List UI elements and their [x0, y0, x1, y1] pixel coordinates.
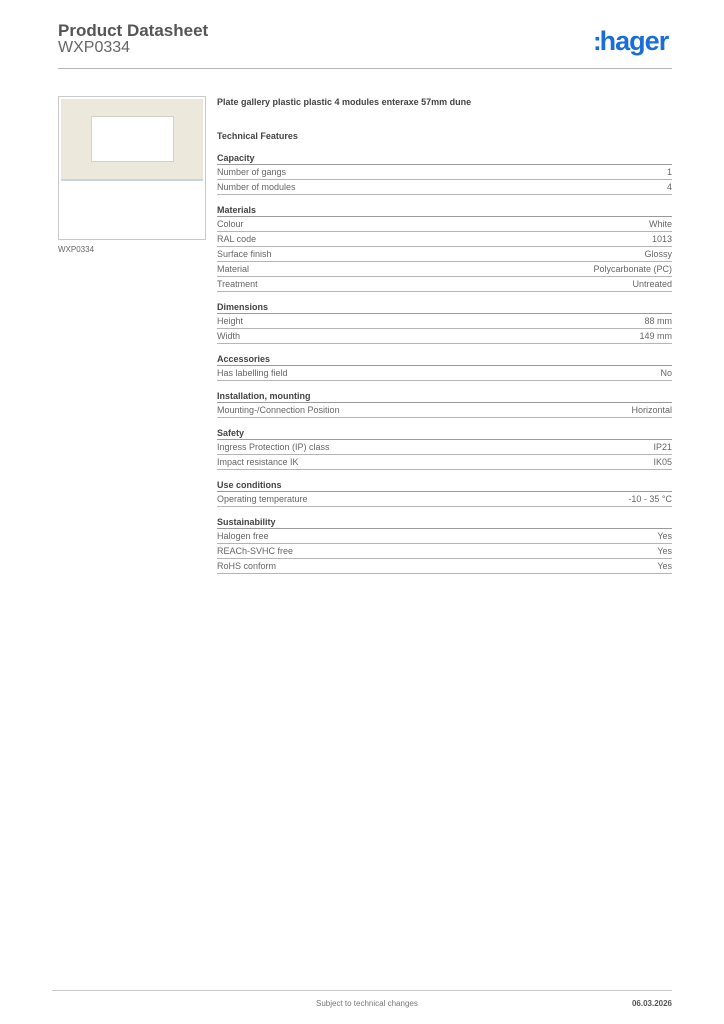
product-description: Plate gallery plastic plastic 4 modules enteraxe 57mm dune: [217, 97, 472, 107]
spec-row: [217, 544, 672, 559]
spec-value: Horizontal: [631, 405, 672, 415]
spec-value: Polycarbonate (PC): [593, 264, 672, 274]
spec-row: [217, 314, 672, 329]
spec-value: White: [648, 219, 672, 229]
section-title: Use conditions: [217, 479, 672, 492]
spec-row: [217, 559, 672, 574]
spec-row: [217, 165, 672, 180]
spec-label: Material: [217, 264, 250, 274]
spec-row: [217, 440, 672, 455]
spec-label: Width: [217, 331, 241, 341]
section-title: Sustainability: [217, 516, 672, 529]
logo-text: hager: [599, 26, 669, 56]
spec-label: Height: [217, 316, 244, 326]
spec-value: 4: [666, 182, 672, 192]
spec-value: 149 mm: [639, 331, 672, 341]
product-code: WXP0334: [58, 39, 131, 56]
spec-value: Glossy: [644, 249, 672, 259]
spec-section: [217, 390, 672, 418]
spec-section: [217, 479, 672, 507]
spec-row: [217, 232, 672, 247]
spec-label: Halogen free: [217, 531, 269, 541]
spec-label: Operating temperature: [217, 494, 308, 504]
spec-value: 1: [666, 167, 672, 177]
spec-section: [217, 427, 672, 470]
spec-row: [217, 277, 672, 292]
section-title: Capacity: [217, 152, 672, 165]
spec-row: [217, 492, 672, 507]
spec-row: [217, 455, 672, 470]
spec-section: [217, 301, 672, 344]
spec-value: Yes: [657, 546, 672, 556]
spec-label: Mounting-/Connection Position: [217, 405, 340, 415]
spec-row: [217, 366, 672, 381]
spec-value: IK05: [653, 457, 672, 467]
spec-row: [217, 247, 672, 262]
spec-label: Ingress Protection (IP) class: [217, 442, 330, 452]
spec-value: Yes: [657, 561, 672, 571]
hager-logo: [593, 28, 668, 55]
cover-plate-picture: [61, 99, 203, 181]
spec-row: [217, 180, 672, 195]
spec-label: Number of gangs: [217, 167, 287, 177]
product-image: [58, 96, 206, 240]
spec-value: 88 mm: [644, 316, 672, 326]
spec-row: [217, 262, 672, 277]
spec-section: [217, 353, 672, 381]
spec-value: 1013: [651, 234, 672, 244]
spec-column: [217, 96, 672, 574]
spec-label: REACh-SVHC free: [217, 546, 294, 556]
spec-value: Yes: [657, 531, 672, 541]
spec-row: [217, 403, 672, 418]
section-title: Dimensions: [217, 301, 672, 314]
spec-value: No: [660, 368, 672, 378]
spec-label: Treatment: [217, 279, 258, 289]
spec-label: Has labelling field: [217, 368, 288, 378]
logo-dots-icon: :: [593, 26, 600, 56]
spec-section: [217, 152, 672, 195]
spec-section: [217, 516, 672, 574]
spec-row: [217, 329, 672, 344]
section-title: Installation, mounting: [217, 390, 672, 403]
spec-row: [217, 217, 672, 232]
spec-label: Surface finish: [217, 249, 272, 259]
technical-features-heading: Technical Features: [217, 131, 298, 141]
page-title: Product Datasheet: [58, 21, 209, 40]
spec-label: Impact resistance IK: [217, 457, 299, 467]
spec-label: RAL code: [217, 234, 257, 244]
header-divider: [58, 68, 672, 69]
spec-value: IP21: [653, 442, 672, 452]
spec-label: Number of modules: [217, 182, 296, 192]
spec-value: -10 - 35 °C: [628, 494, 672, 504]
plate-opening: [91, 116, 174, 162]
footer-date: 06.03.2026: [631, 999, 672, 1008]
spec-sections: [217, 152, 672, 574]
spec-value: Untreated: [632, 279, 672, 289]
spec-label: RoHS conform: [217, 561, 277, 571]
footer-divider: [52, 990, 672, 991]
section-title: Safety: [217, 427, 672, 440]
spec-label: Colour: [217, 219, 244, 229]
spec-row: [217, 529, 672, 544]
section-title: Accessories: [217, 353, 672, 366]
footer-note: Subject to technical changes: [316, 999, 418, 1008]
section-title: Materials: [217, 204, 672, 217]
spec-section: [217, 204, 672, 292]
product-image-caption: WXP0334: [58, 245, 95, 254]
